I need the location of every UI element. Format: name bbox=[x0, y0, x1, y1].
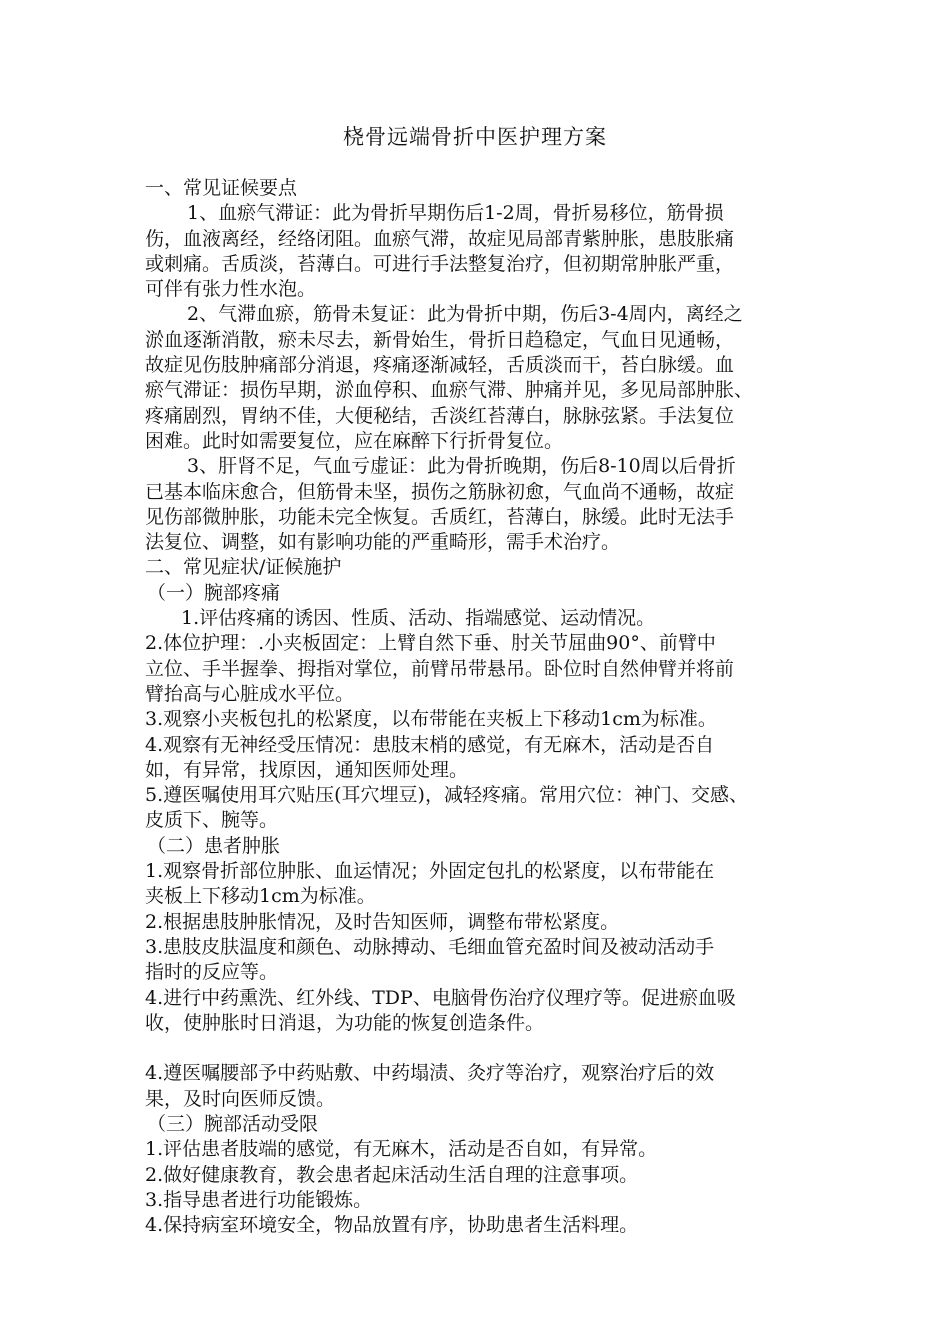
paragraph-line: 立位、手半握拳、拇指对掌位，前臂吊带悬吊。卧位时自然伸臂并将前 bbox=[145, 657, 735, 680]
document-body bbox=[145, 176, 835, 1238]
paragraph-line: 3、肝肾不足，气血亏虚证：此为骨折晚期，伤后8-10周以后骨折 bbox=[187, 455, 736, 478]
paragraph-line: 夹板上下移动1cm为标准。 bbox=[145, 885, 376, 908]
paragraph-line: 法复位、调整，如有影响功能的严重畸形，需手术治疗。 bbox=[145, 531, 621, 554]
list-item: 1.评估患者肢端的感觉，有无麻木，活动是否自如，有异常。 bbox=[145, 1138, 658, 1161]
paragraph-line: 淤血逐渐消散，瘀未尽去，新骨始生，骨折日趋稳定，气血日见通畅， bbox=[145, 328, 735, 351]
paragraph-line: 瘀气滞证：损伤早期，淤血停积、血瘀气滞、肿痛并见，多见局部肿胀、 bbox=[145, 379, 754, 402]
paragraph-line: 1、血瘀气滞证：此为骨折早期伤后1-2周，骨折易移位，筋骨损 bbox=[187, 202, 724, 225]
paragraph-line: 皮质下、腕等。 bbox=[145, 809, 279, 832]
paragraph-line: 或刺痛。舌质淡，苔薄白。可进行手法整复治疗，但初期常肿胀严重， bbox=[145, 252, 735, 275]
list-item: 3.患肢皮肤温度和颜色、动脉搏动、毛细血管充盈时间及被动活动手 bbox=[145, 935, 715, 958]
list-item: 2.做好健康教育，教会患者起床活动生活自理的注意事项。 bbox=[145, 1163, 639, 1186]
list-item: 2.体位护理：.小夹板固定：上臂自然下垂、肘关节屈曲90°、前臂中 bbox=[145, 632, 716, 655]
paragraph-line: 指时的反应等。 bbox=[145, 961, 279, 984]
blank-line bbox=[145, 1036, 835, 1061]
paragraph-line: 如，有异常，找原因，通知医师处理。 bbox=[145, 758, 469, 781]
paragraph-line: 果，及时向医师反馈。 bbox=[145, 1087, 336, 1110]
subsection-heading: （二）患者肿胀 bbox=[147, 834, 281, 857]
list-item: 4.保持病室环境安全，物品放置有序，协助患者生活料理。 bbox=[145, 1214, 639, 1237]
paragraph-line: 收，使肿胀时日消退，为功能的恢复创造条件。 bbox=[145, 1011, 545, 1034]
list-item: 4.遵医嘱腰部予中药贴敷、中药塌渍、灸疗等治疗，观察治疗后的效 bbox=[145, 1062, 715, 1085]
paragraph-line: 臂抬高与心脏成水平位。 bbox=[145, 682, 355, 705]
paragraph-line: 困难。此时如需要复位，应在麻醉下行折骨复位。 bbox=[145, 429, 564, 452]
subsection-heading: （一）腕部疼痛 bbox=[147, 581, 281, 604]
list-item: 1.评估疼痛的诱因、性质、活动、指端感觉、运动情况。 bbox=[181, 607, 656, 630]
paragraph-line: 可伴有张力性水泡。 bbox=[145, 278, 317, 301]
list-item: 3.指导患者进行功能锻炼。 bbox=[145, 1188, 373, 1211]
section-heading: 一、常见证候要点 bbox=[145, 177, 298, 199]
list-item: 4.进行中药熏洗、红外线、TDP、电脑骨伤治疗仪理疗等。促进瘀血吸 bbox=[145, 986, 736, 1009]
document-title: 桡骨远端骨折中医护理方案 bbox=[343, 125, 607, 149]
paragraph-line: 2、气滞血瘀，筋骨未复证：此为骨折中期，伤后3-4周内，离经之 bbox=[187, 303, 743, 326]
paragraph-line: 伤，血液离经，经络闭阻。血瘀气滞，故症见局部青紫肿胀，患肢胀痛 bbox=[145, 227, 735, 250]
list-item: 4.观察有无神经受压情况：患肢末梢的感觉，有无麻木，活动是否自 bbox=[145, 733, 715, 756]
list-item: 2.根据患肢肿胀情况，及时告知医师，调整布带松紧度。 bbox=[145, 910, 620, 933]
subsection-heading: （三）腕部活动受限 bbox=[147, 1112, 319, 1135]
section-heading: 二、常见症状/证候施护 bbox=[145, 556, 342, 579]
paragraph-line: 已基本临床愈合，但筋骨未坚，损伤之筋脉初愈，气血尚不通畅，故症 bbox=[145, 480, 735, 503]
paragraph-line: 疼痛剧烈，胃纳不佳，大便秘结，舌淡红苔薄白，脉脉弦紧。手法复位 bbox=[145, 404, 735, 427]
list-item: 1.观察骨折部位肿胀、血运情况；外固定包扎的松紧度，以布带能在 bbox=[145, 860, 715, 883]
list-item: 3.观察小夹板包扎的松紧度，以布带能在夹板上下移动1cm为标准。 bbox=[145, 708, 717, 731]
list-item: 5.遵医嘱使用耳穴贴压(耳穴埋豆)，减轻疼痛。常用穴位：神门、交感、 bbox=[145, 784, 748, 807]
paragraph-line: 故症见伤肢肿痛部分消退，疼痛逐渐减轻，舌质淡而干，苔白脉缓。血 bbox=[145, 354, 735, 377]
paragraph-line: 见伤部微肿胀，功能未完全恢复。舌质红，苔薄白，脉缓。此时无法手 bbox=[145, 505, 735, 528]
